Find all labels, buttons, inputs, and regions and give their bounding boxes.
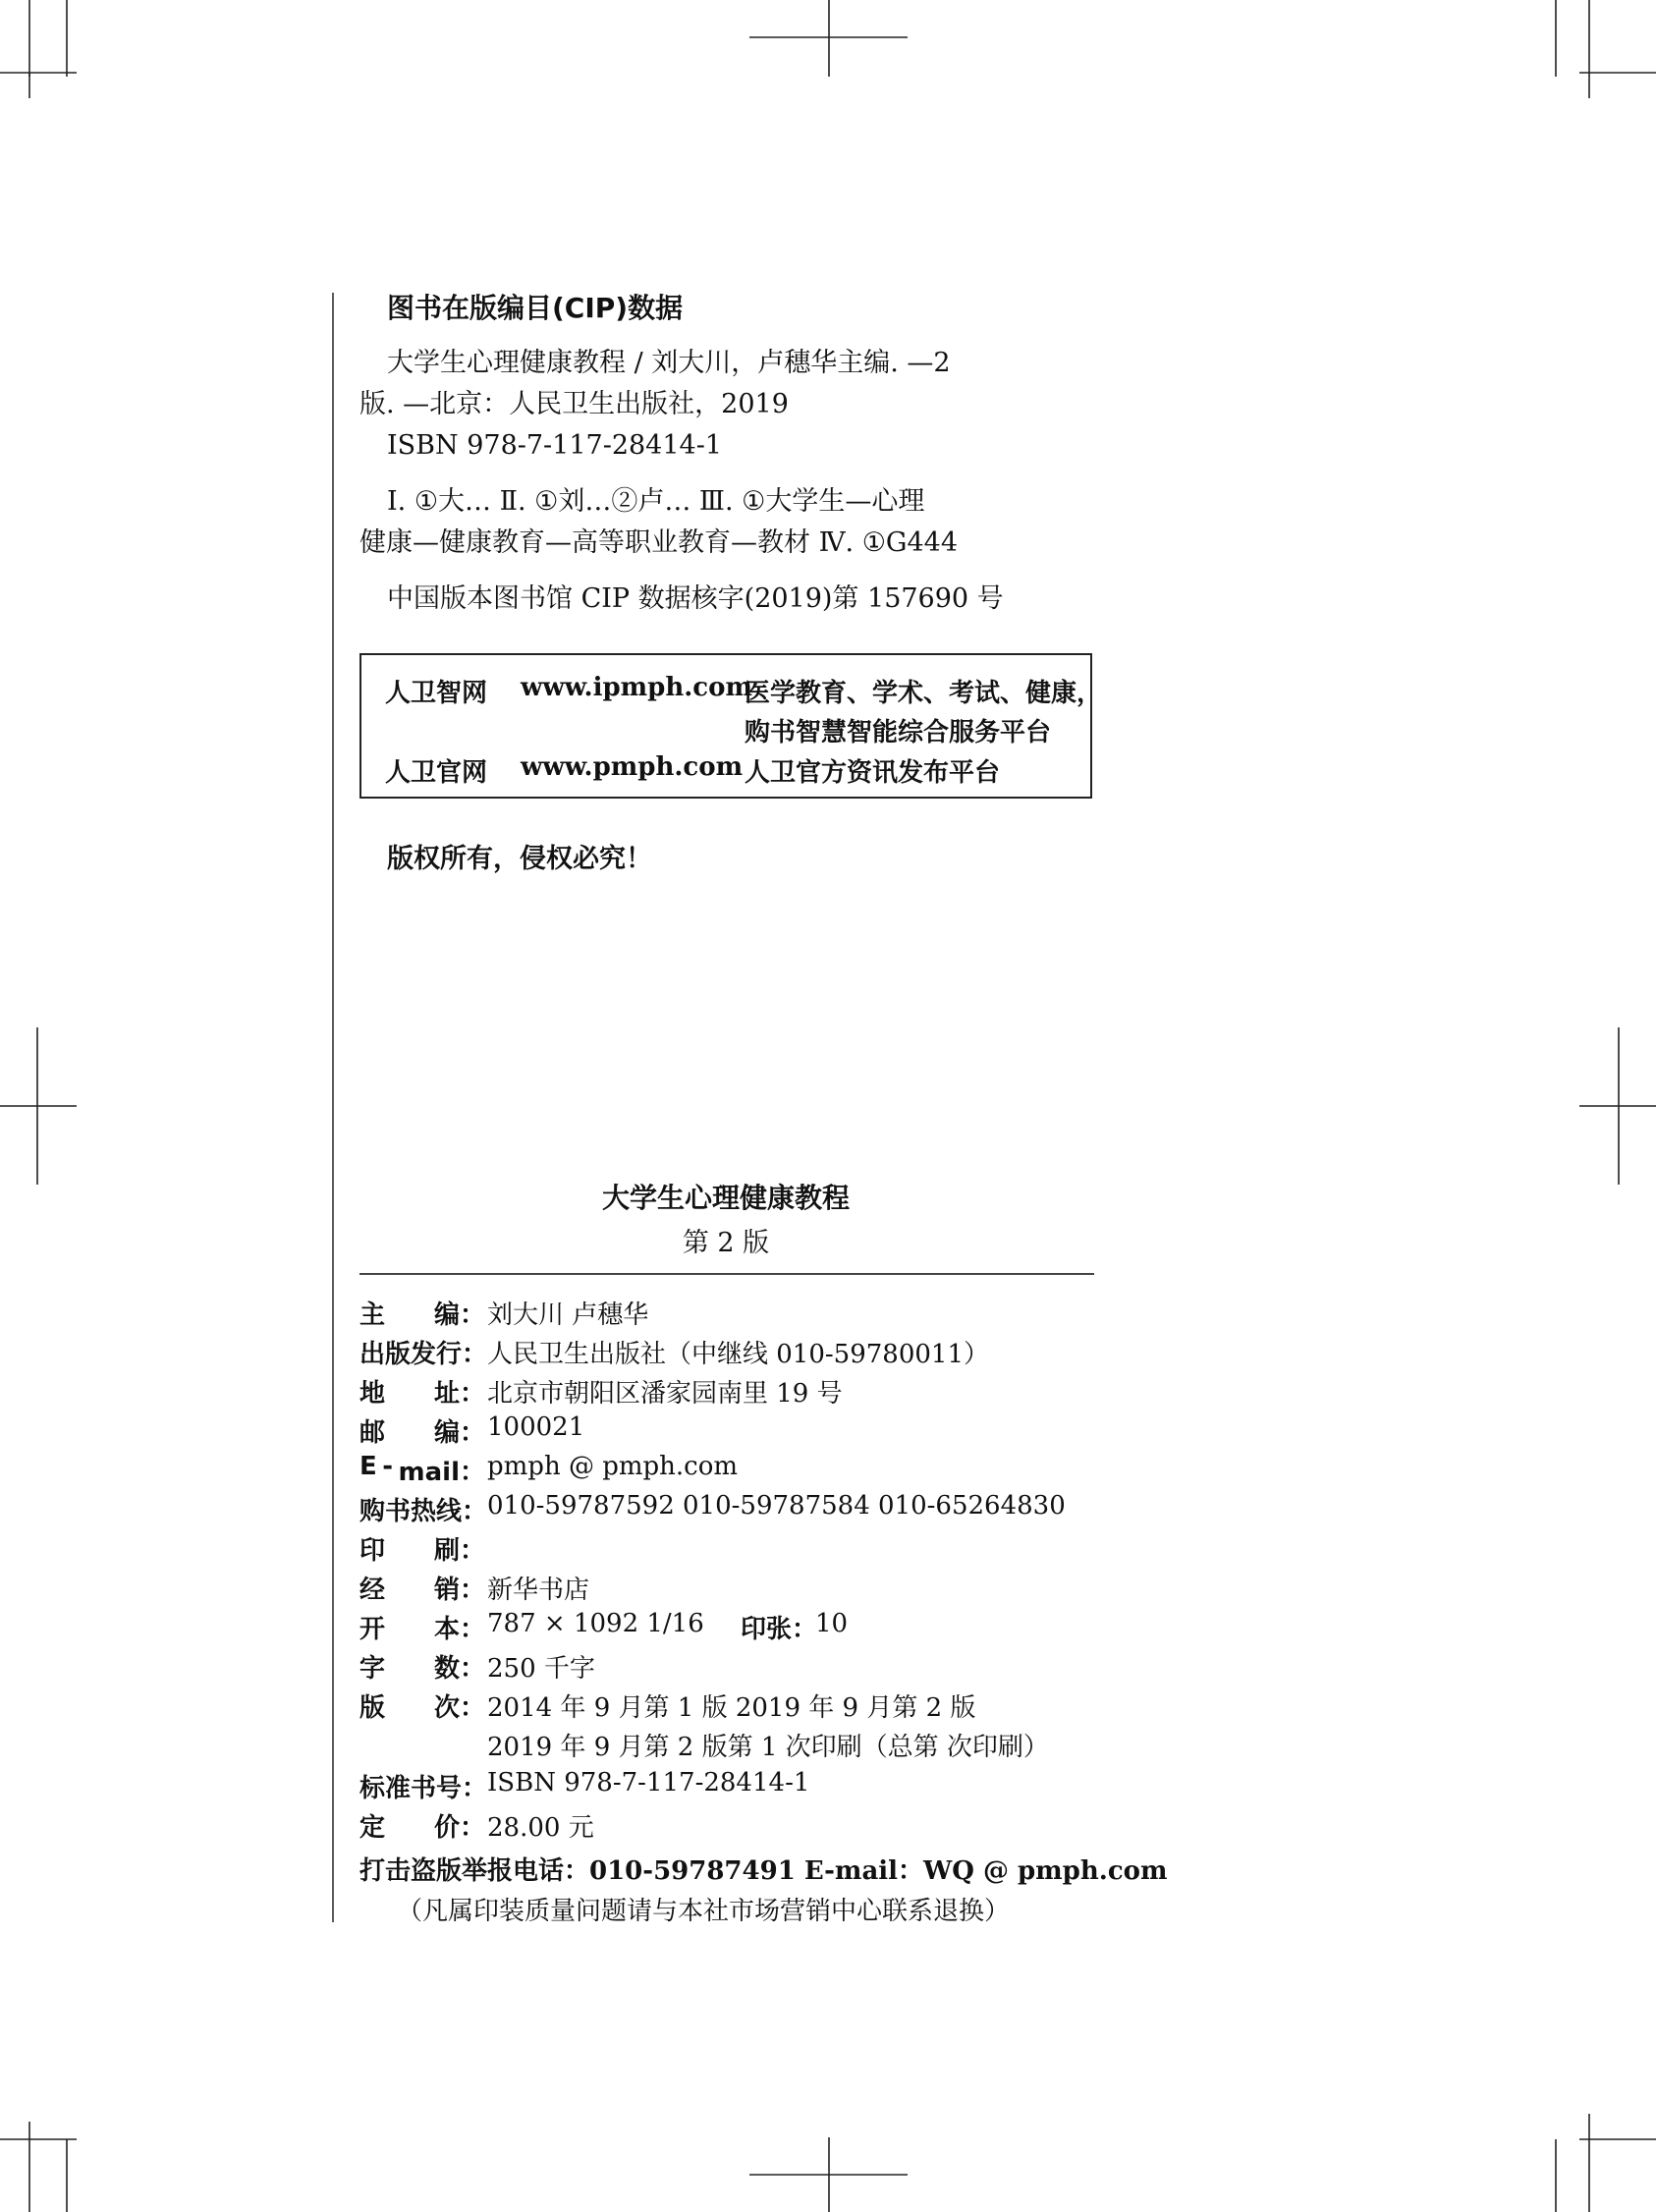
info-label-part: 印: [359, 1536, 386, 1566]
site-desc-ipmph-1: 医学教育、学术、考试、健康，: [745, 679, 1103, 708]
info-label-editions: [359, 1687, 485, 1724]
info-label-price: [359, 1807, 485, 1844]
info-value-sheets: 10: [815, 1609, 849, 1638]
info-label-sheets: 印张：: [741, 1615, 818, 1644]
info-value-editions-1: 2014 年 9 月第 1 版 2019 年 9 月第 2 版: [487, 1693, 976, 1723]
info-value-format: 787 × 1092 1/16: [487, 1609, 704, 1638]
cip-line-2: 版. —北京：人民卫生出版社，2019: [359, 389, 789, 419]
info-value-editions-2: 2019 年 9 月第 2 版第 1 次印刷（总第 次印刷）: [487, 1733, 1049, 1762]
info-label-part: 地: [359, 1379, 386, 1409]
info-label-part: 本：: [433, 1615, 485, 1644]
info-label-part: 开: [359, 1615, 386, 1644]
book-edition: 第 2 版: [682, 1228, 770, 1258]
info-label-part: 购书热线：: [359, 1497, 488, 1526]
info-label-part: 刷：: [433, 1536, 485, 1566]
piracy-report-line: 打击盗版举报电话：010-59787491 E-mail：WQ @ pmph.com: [359, 1856, 1168, 1886]
info-value-publisher: 人民卫生出版社（中继线 010-59780011）: [487, 1340, 990, 1369]
site-name-ipmph: 人卫智网: [385, 679, 488, 708]
info-label-part: 编：: [433, 1418, 485, 1448]
info-value-hotline: 010-59787592 010-59787584 010-65264830: [487, 1491, 1066, 1521]
info-label-part: 址：: [433, 1379, 485, 1409]
site-desc-pmph: 人卫官方资讯发布平台: [745, 758, 1001, 788]
cip-isbn: ISBN 978-7-117-28414-1: [387, 430, 723, 461]
info-label-wordcount: [359, 1648, 485, 1685]
website-info-box: [359, 653, 1103, 799]
info-label-distributor: [359, 1570, 485, 1606]
cip-title: 图书在版编目(CIP)数据: [387, 292, 684, 324]
info-label-part: 数：: [433, 1654, 485, 1684]
cip-line-1: 大学生心理健康教程 / 刘大川，卢穗华主编. —2: [387, 348, 951, 378]
info-label-part: 定: [359, 1813, 386, 1843]
info-value-editor: 刘大川 卢穗华: [487, 1300, 649, 1330]
info-value-distributor: 新华书店: [487, 1576, 590, 1605]
cip-record-number: 中国版本图书馆 CIP 数据核字(2019)第 157690 号: [387, 583, 1004, 614]
info-value-isbn: ISBN 978-7-117-28414-1: [487, 1768, 810, 1797]
book-title: 大学生心理健康教程: [601, 1182, 850, 1214]
info-label-editor: [359, 1295, 485, 1331]
return-note: （凡属印装质量问题请与本社市场营销中心联系退换）: [397, 1897, 1011, 1926]
info-label-part: mail：: [398, 1458, 485, 1487]
info-label-print: [359, 1530, 485, 1567]
info-value-email[interactable]: pmph @ pmph.com: [487, 1452, 739, 1481]
cip-classification-2: 健康—健康教育—高等职业教育—教材 Ⅳ. ①G444: [359, 527, 959, 558]
info-label-part: 出版发行：: [359, 1340, 488, 1369]
info-label-publisher: [359, 1334, 488, 1370]
info-label-part: 主: [359, 1300, 386, 1330]
info-label-part: 价：: [433, 1813, 485, 1843]
info-label-part: 版: [359, 1693, 386, 1723]
cip-classification-1: Ⅰ. ①大… Ⅱ. ①刘…②卢… Ⅲ. ①大学生—心理: [387, 486, 925, 517]
site-name-pmph: 人卫官网: [385, 758, 488, 788]
info-label-part: 销：: [433, 1576, 485, 1605]
info-label-part: -: [382, 1452, 394, 1481]
info-label-address: [359, 1373, 485, 1410]
info-label-part: 次：: [433, 1693, 485, 1723]
info-label-isbn: [359, 1768, 488, 1804]
info-label-postcode: [359, 1412, 485, 1449]
info-label-hotline: [359, 1491, 488, 1527]
site-url-ipmph[interactable]: www.ipmph.com: [521, 673, 752, 702]
info-label-part: 编：: [433, 1300, 485, 1330]
site-desc-ipmph-2: 购书智慧智能综合服务平台: [745, 718, 1052, 747]
info-label-part: E: [359, 1452, 377, 1481]
site-url-pmph[interactable]: www.pmph.com: [521, 752, 744, 782]
info-label-format: [359, 1609, 485, 1645]
info-value-price: 28.00 元: [487, 1813, 594, 1843]
info-label-part: 字: [359, 1654, 386, 1684]
info-label-part: 邮: [359, 1418, 386, 1448]
info-label-part: 经: [359, 1576, 386, 1605]
copyright-notice: 版权所有，侵权必究！: [387, 844, 652, 874]
divider: [359, 1273, 1094, 1275]
info-label-email: [359, 1452, 485, 1488]
info-label-part: 标准书号：: [359, 1774, 488, 1803]
info-value-wordcount: 250 千字: [487, 1654, 595, 1684]
info-value-postcode: 100021: [487, 1412, 585, 1442]
info-value-address: 北京市朝阳区潘家园南里 19 号: [487, 1379, 843, 1409]
